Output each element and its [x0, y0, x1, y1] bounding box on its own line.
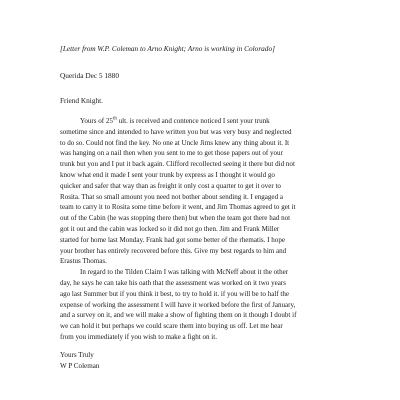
- paragraph-2-line: expense of working the assessment I will have it worked before the first of January,: [60, 300, 296, 309]
- paragraph-1-line: started for home last Monday. Frank had got some better of the rhematis. I hope: [60, 235, 285, 244]
- paragraph-2-line: we can hold it but perhaps we could scare them into buying us off. Let me hear: [60, 322, 283, 331]
- letter-closing: Yours Truly: [60, 351, 94, 359]
- paragraph-2-line: and a survey on it, and we will make a show of fighting them on it though I doubt if: [60, 311, 297, 320]
- paragraph-1-line: Rosita. That so small amount you need not bother about sending it. I engaged a: [60, 192, 283, 201]
- paragraph-1-line: trunk but you and I put it back again. Clifford recollected seeing it there but did not: [60, 160, 295, 169]
- letter-closing-block: [60, 350, 99, 372]
- paragraph-1-line: was hanging on a nail then when you sent to me to get those papers out of your: [60, 149, 283, 158]
- letter-heading: [Letter from W.P. Coleman to Arno Knight; Arno is working in Colorado]: [60, 44, 275, 53]
- paragraph-2-line: day, he says he can take his oath that the assessment was worked on it two years: [60, 278, 286, 287]
- letter-signature: W P Coleman: [60, 361, 100, 370]
- letter-body: [60, 116, 370, 343]
- paragraph-1-line: got it out and the cabin was locked so it did not go then. Jim and Frank Miller: [60, 224, 280, 233]
- letter-dateline: Querida Dec 5 1880: [60, 71, 119, 80]
- paragraph-1-line: sometime since and intended to have written you but was very busy and neglected: [60, 127, 292, 136]
- paragraph-1-suffix: ult. is received and contence noticed I sent your trunk: [116, 117, 270, 125]
- paragraph-1-first-line: [60, 116, 370, 127]
- paragraph-1-line: Erastus Thomas.: [60, 257, 107, 266]
- ordinal-suffix: th: [112, 116, 117, 122]
- paragraph-2-line: ago last Summer but if you think it best, to try to hold it. if you will be to half the: [60, 289, 289, 298]
- paragraph-1-prefix: Yours of 25: [80, 117, 113, 125]
- paragraph-1-line: quicker and safer that way than as freight it only cost a quarter to get it over to: [60, 181, 281, 190]
- paragraph-2-line: from you immediately if you wish to make a fight on it.: [60, 332, 217, 341]
- paragraph-1-line: know what end it made I sent your trunk by express as I thought it would go: [60, 170, 275, 179]
- paragraph-1-line: to do so. Could not find the key. No one at Uncle Jims knew any thing about it. It: [60, 138, 290, 147]
- paragraph-1-line: your brother has entirely recovered before this. Give my best regards to him and: [60, 246, 287, 255]
- letter-salutation: Friend Knight.: [60, 96, 103, 105]
- paragraph-2-first-line: In regard to the Tilden Claim I was talking with McNeff about it the other: [80, 268, 289, 277]
- paragraph-1-line: out of the Cabin (he was stopping there then) but when the team got there had not: [60, 214, 291, 223]
- paragraph-1-line: team to carry it to Rosita some time before it went, and Jim Thomas agreed to get it: [60, 203, 296, 212]
